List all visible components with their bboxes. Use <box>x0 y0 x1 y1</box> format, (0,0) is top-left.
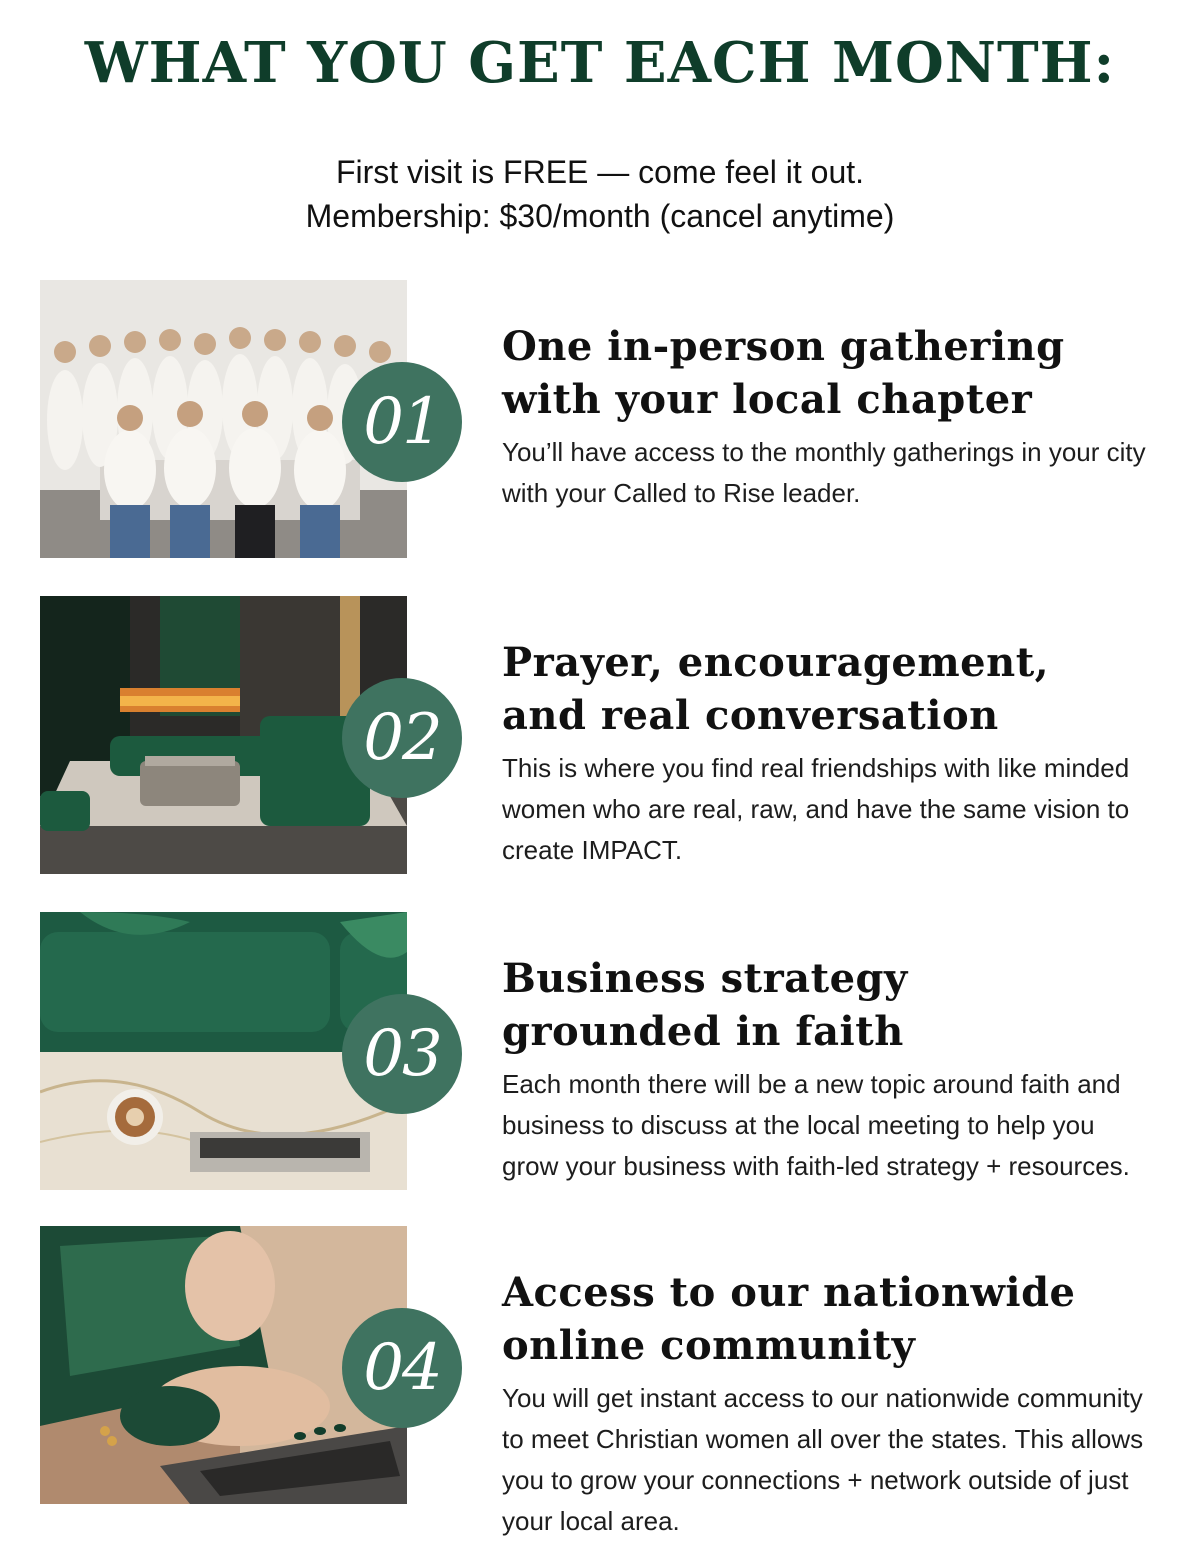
feature-description: You’ll have access to the monthly gatherings in your city with your Called to Rise leader. <box>502 437 1146 508</box>
feature-heading-line: Access to our nationwide <box>502 1269 1076 1316</box>
feature-text <box>502 320 1152 514</box>
number-badge: 01 <box>342 362 462 482</box>
intro-line-membership: Membership: $30/month (cancel anytime) <box>305 198 895 234</box>
feature-item-4 <box>40 1226 1160 1536</box>
feature-heading-line: One in-person gathering <box>502 323 1065 370</box>
feature-description: You will get instant access to our nationwide community to meet Christian women all over the states. This allows you to grow your connections + network outside of just your local area. <box>502 1383 1144 1536</box>
page-title: WHAT YOU GET EACH MONTH: <box>84 30 1116 96</box>
intro-text <box>0 150 1200 238</box>
number-badge: 02 <box>342 678 462 798</box>
feature-heading-line: Business strategy <box>502 955 908 1002</box>
feature-heading-line: grounded in faith <box>502 1008 904 1055</box>
intro-line-free-visit: First visit is FREE — come feel it out. <box>335 154 865 190</box>
feature-text <box>502 952 1152 1187</box>
feature-heading <box>502 1266 1152 1372</box>
feature-item-2 <box>40 596 1160 876</box>
number-badge: 04 <box>342 1308 462 1428</box>
feature-heading-line: and real conversation <box>502 692 999 739</box>
feature-heading <box>502 636 1152 742</box>
feature-heading-line: Prayer, encouragement, <box>502 639 1050 686</box>
feature-item-3 <box>40 912 1160 1192</box>
feature-description: Each month there will be a new topic around faith and business to discuss at the local meeting to help you grow your business with faith-led strategy + resources. <box>502 1069 1130 1181</box>
number-badge: 03 <box>342 994 462 1114</box>
feature-description: This is where you find real friendships with like minded women who are real, raw, and have the same vision to create IMPACT. <box>502 753 1130 865</box>
feature-text <box>502 1266 1152 1542</box>
feature-heading <box>502 320 1152 426</box>
feature-heading <box>502 952 1152 1058</box>
feature-text <box>502 636 1152 871</box>
feature-heading-line: online community <box>502 1322 916 1369</box>
feature-item-1 <box>40 280 1160 560</box>
feature-heading-line: with your local chapter <box>502 376 1033 423</box>
